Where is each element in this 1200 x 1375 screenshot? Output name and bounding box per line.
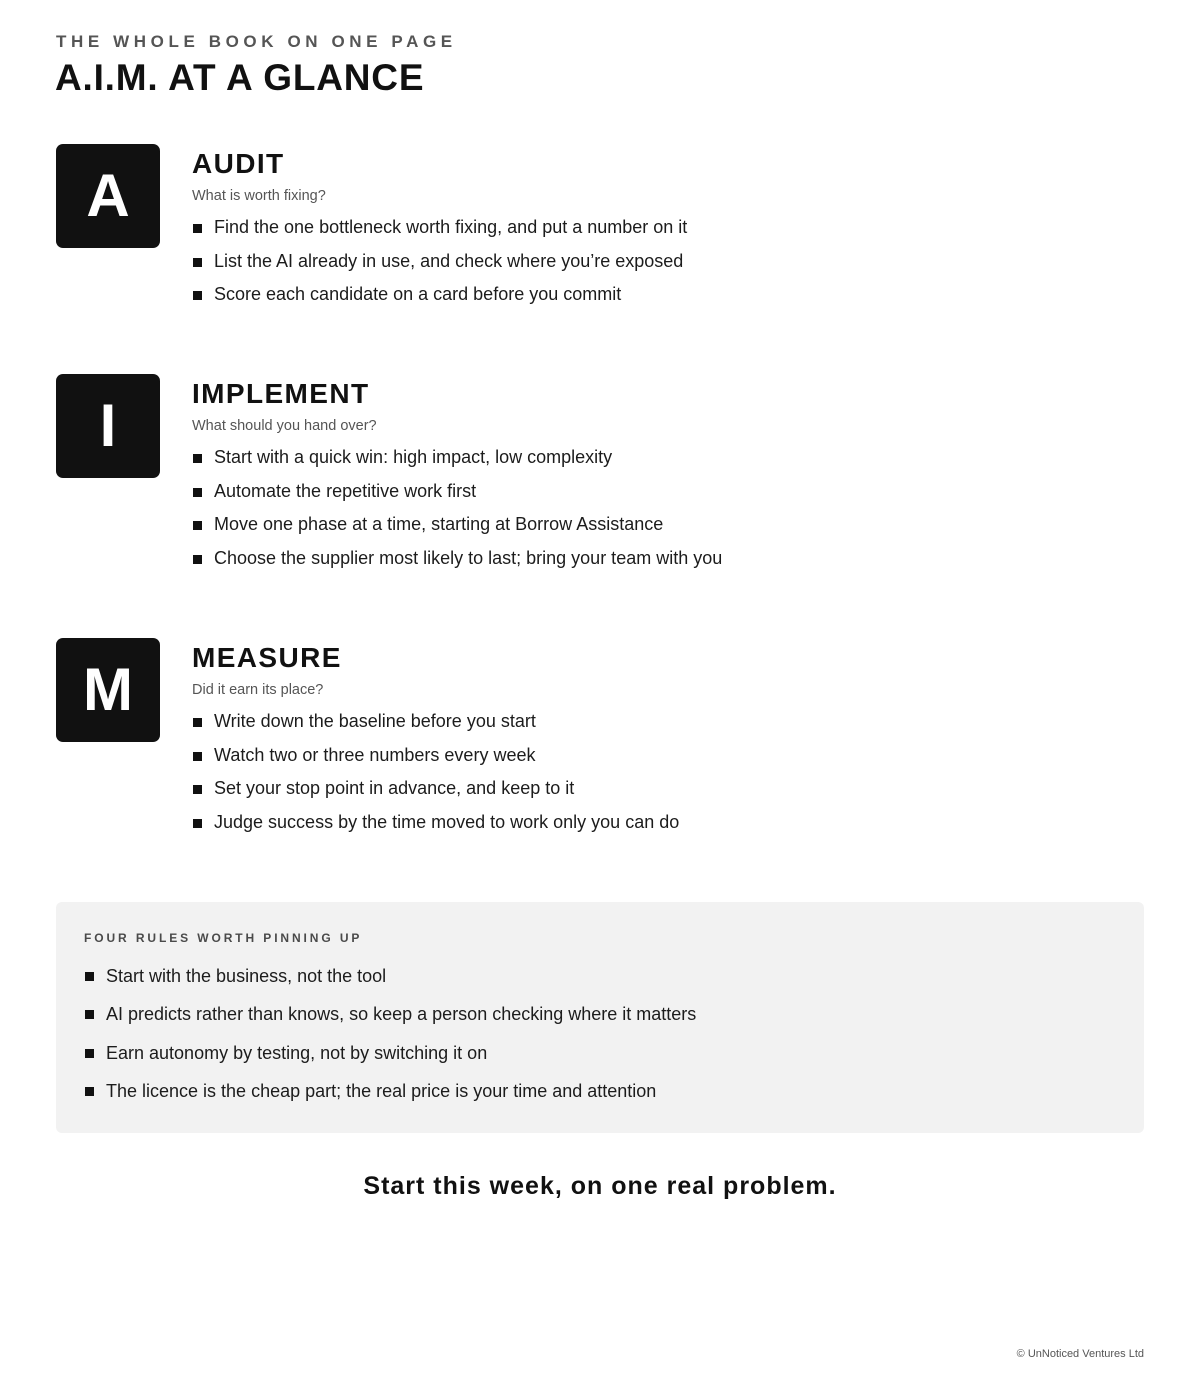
section-measure <box>56 638 1144 842</box>
rule-item <box>84 1034 696 1072</box>
list-item <box>192 245 687 279</box>
list-item-text: Start with a quick win: high impact, low complexity <box>214 447 613 467</box>
letter-badge-m <box>56 638 160 742</box>
list-item-text: Write down the baseline before you start <box>214 711 536 731</box>
letter-badge-a <box>56 144 160 248</box>
square-bullet-icon <box>85 1010 94 1019</box>
square-bullet-icon <box>193 718 202 727</box>
list-item-text: Watch two or three numbers every week <box>214 744 536 765</box>
list-item <box>192 542 722 576</box>
list-item <box>192 211 687 245</box>
letter-m: M <box>83 656 133 723</box>
list-item <box>192 475 722 509</box>
section-subtitle: What is worth fixing? <box>192 188 326 204</box>
list-item-text: Find the one bottleneck worth fixing, and put a number on it <box>214 217 688 237</box>
square-bullet-icon <box>193 291 202 300</box>
page-eyebrow: THE WHOLE BOOK ON ONE PAGE <box>56 32 457 51</box>
rules-panel <box>56 902 1144 1133</box>
list-item <box>192 772 679 806</box>
section-subtitle: What should you hand over? <box>192 418 377 434</box>
rule-item <box>84 1072 696 1110</box>
letter-a: A <box>86 162 130 229</box>
section-body <box>192 374 722 575</box>
square-bullet-icon <box>85 1087 94 1096</box>
square-bullet-icon <box>193 785 202 794</box>
bullet-list <box>192 441 722 575</box>
section-title: AUDIT <box>192 148 285 179</box>
rule-text: AI predicts rather than knows, so keep a person checking where it matters <box>106 1004 697 1025</box>
list-item <box>192 705 679 739</box>
rules-label: FOUR RULES WORTH PINNING UP <box>84 931 363 945</box>
square-bullet-icon <box>193 819 202 828</box>
list-item-text: Choose the supplier most likely to last; bring your team with you <box>214 547 723 568</box>
square-bullet-icon <box>193 488 202 497</box>
square-bullet-icon <box>193 454 202 463</box>
square-bullet-icon <box>193 555 202 564</box>
section-body <box>192 144 687 312</box>
rules-list <box>84 957 696 1111</box>
square-bullet-icon <box>193 752 202 761</box>
rule-item <box>84 995 696 1033</box>
footer-copyright: © UnNoticed Ventures Ltd <box>1016 1348 1144 1360</box>
section-body <box>192 638 679 839</box>
rule-text: The licence is the cheap part; the real price is your time and attention <box>106 1081 657 1102</box>
list-item-text: Score each candidate on a card before you commit <box>214 284 622 305</box>
bullet-list <box>192 705 679 839</box>
list-item <box>192 739 679 773</box>
rule-text: Start with the business, not the tool <box>106 966 387 986</box>
letter-badge-i <box>56 374 160 478</box>
section-title: IMPLEMENT <box>192 378 370 409</box>
square-bullet-icon <box>193 224 202 233</box>
rule-text: Earn autonomy by testing, not by switching it on <box>106 1042 488 1063</box>
letter-i: I <box>99 392 117 459</box>
section-implement <box>56 374 1144 578</box>
square-bullet-icon <box>85 1049 94 1058</box>
list-item-text: Automate the repetitive work first <box>214 480 477 501</box>
square-bullet-icon <box>193 258 202 267</box>
page-title: A.I.M. AT A GLANCE <box>55 57 425 98</box>
closing-statement: Start this week, on one real problem. <box>363 1172 837 1200</box>
list-item <box>192 508 722 542</box>
square-bullet-icon <box>85 972 94 981</box>
section-title: MEASURE <box>192 642 342 673</box>
section-audit <box>56 144 1144 314</box>
list-item-text: Move one phase at a time, starting at Borrow Assistance <box>214 514 664 535</box>
list-item-text: Judge success by the time moved to work only you can do <box>214 811 680 832</box>
list-item <box>192 806 679 840</box>
list-item <box>192 278 687 312</box>
bullet-list <box>192 211 687 312</box>
list-item-text: Set your stop point in advance, and keep to it <box>214 778 575 799</box>
list-item <box>192 441 722 475</box>
square-bullet-icon <box>193 521 202 530</box>
list-item-text: List the AI already in use, and check where you’re exposed <box>214 250 684 271</box>
rule-item <box>84 957 696 995</box>
section-subtitle: Did it earn its place? <box>192 682 324 698</box>
